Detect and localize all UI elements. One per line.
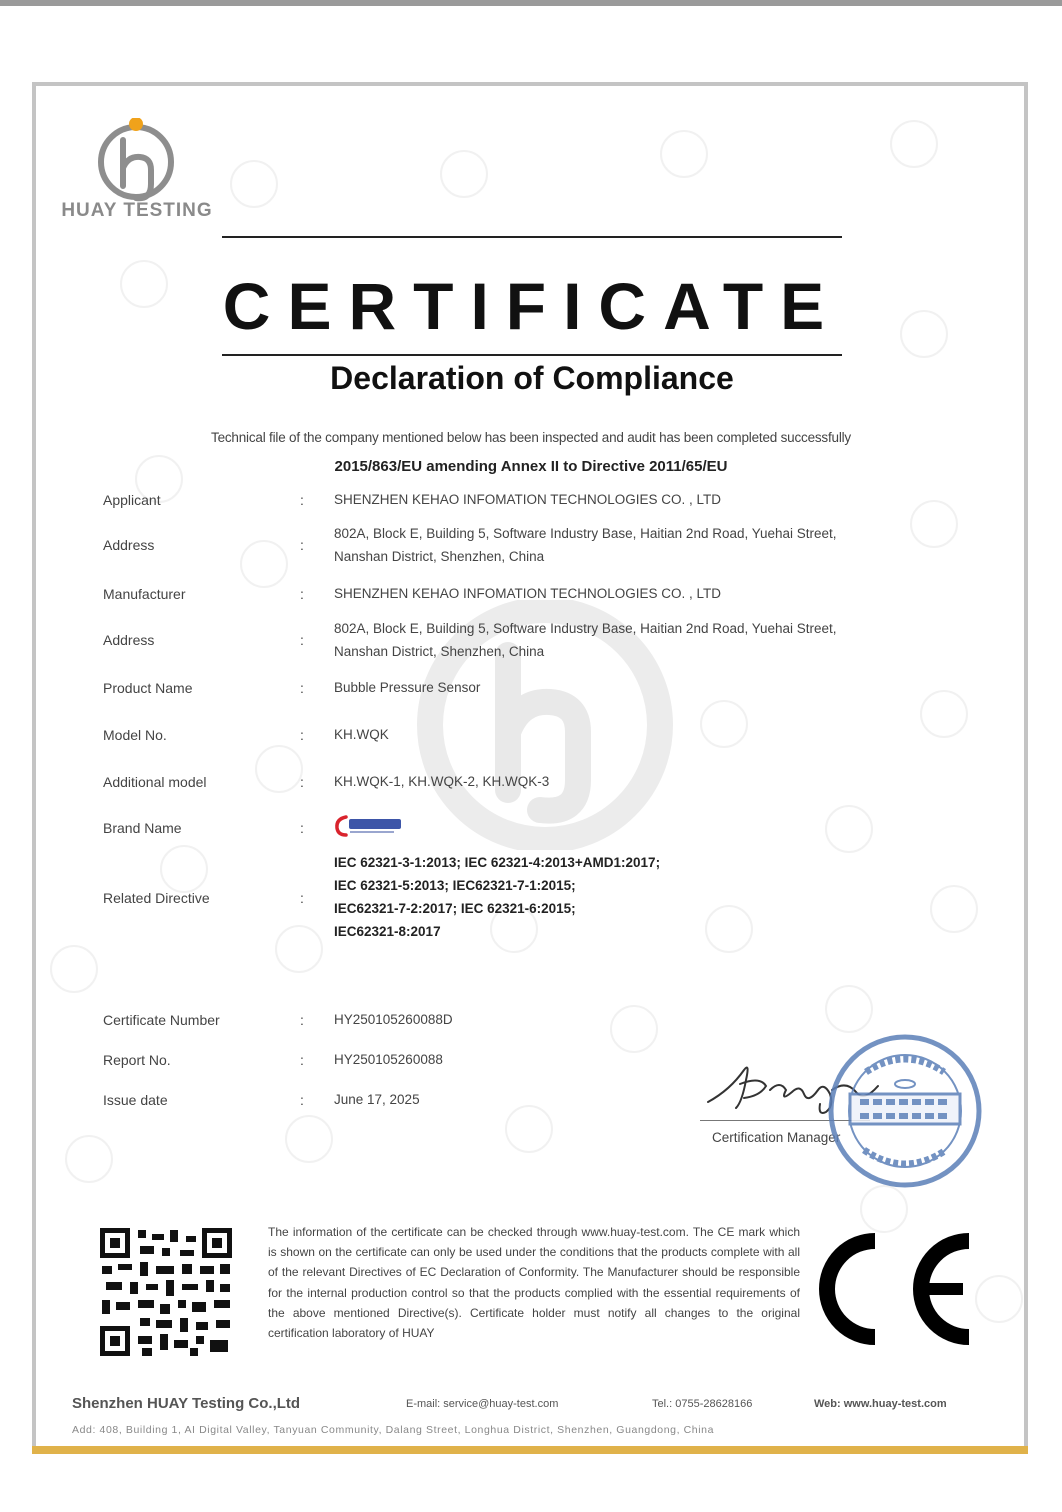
field-separator: : — [300, 586, 304, 602]
watermark-circle-icon — [705, 905, 753, 953]
related-directive-label: Related Directive — [103, 890, 210, 906]
watermark-circle-icon — [275, 925, 323, 973]
related-directive-line: IEC62321-7-2:2017; IEC 62321-6:2015; — [334, 901, 576, 916]
ce-mark-icon — [805, 1225, 977, 1353]
certificate-number-value: HY250105260088D — [334, 1012, 453, 1027]
manufacturer-address-label: Address — [103, 632, 155, 648]
applicant-address-label: Address — [103, 537, 155, 553]
certificate-notice-text: The information of the certificate can be checked through www.huay-test.com. The CE mark which is shown on the certificate can only be used under the conditions that the products complete with all of the relevant Directives of EC Declaration of Conformity. The Manufacturer should be responsible for the internal production control so that the products complied with the essential requirements of the above mentioned Directive(s). Certificate holder must notify all changes to the original certification laboratory of HUAY — [268, 1225, 800, 1341]
watermark-circle-icon — [50, 945, 98, 993]
watermark-circle-icon — [160, 845, 208, 893]
applicant-label: Applicant — [103, 492, 161, 508]
field-separator: : — [300, 890, 304, 906]
watermark-circle-icon — [65, 1135, 113, 1183]
manufacturer-address-line2: Nanshan District, Shenzhen, China — [334, 644, 545, 659]
model-no-value: KH.WQK — [334, 727, 389, 742]
manufacturer-label: Manufacturer — [103, 586, 186, 602]
applicant-value: SHENZHEN KEHAO INFOMATION TECHNOLOGIES CO. , LTD — [334, 492, 722, 507]
model-no-label: Model No. — [103, 727, 167, 743]
issue-date-label: Issue date — [103, 1092, 168, 1108]
frame-bottom-accent-bar — [32, 1446, 1028, 1454]
manufacturer-value: SHENZHEN KEHAO INFOMATION TECHNOLOGIES CO. , LTD — [334, 586, 722, 601]
watermark-circle-icon — [825, 985, 873, 1033]
watermark-circle-icon — [900, 310, 948, 358]
brand-name-label: Brand Name — [103, 820, 182, 836]
watermark-circle-icon — [700, 700, 748, 748]
certificate-title: CERTIFICATE — [222, 269, 842, 343]
field-separator: : — [300, 1052, 304, 1068]
title-top-rule — [222, 236, 842, 238]
report-no-value: HY250105260088 — [334, 1052, 443, 1067]
watermark-circle-icon — [930, 885, 978, 933]
manufacturer-address-line1: 802A, Block E, Building 5, Software Industry Base, Haitian 2nd Road, Yuehai Street, — [334, 621, 837, 636]
watermark-circle-icon — [285, 1115, 333, 1163]
watermark-circle-icon — [230, 160, 278, 208]
watermark-circle-icon — [890, 120, 938, 168]
report-no-label: Report No. — [103, 1052, 171, 1068]
related-directive-line: IEC 62321-5:2013; IEC62321-7-1:2015; — [334, 878, 576, 893]
field-separator: : — [300, 537, 304, 553]
title-bottom-rule — [222, 354, 842, 356]
watermark-circle-icon — [255, 745, 303, 793]
field-separator: : — [300, 680, 304, 696]
applicant-address-line1: 802A, Block E, Building 5, Software Industry Base, Haitian 2nd Road, Yuehai Street, — [334, 526, 837, 541]
brand-logo-icon — [334, 813, 406, 839]
logo-wordmark: HUAY TESTING — [61, 200, 213, 221]
approval-stamp-icon — [826, 1032, 984, 1190]
declaration-subtitle: Declaration of Compliance — [330, 360, 734, 396]
additional-model-value: KH.WQK-1, KH.WQK-2, KH.WQK-3 — [334, 774, 550, 789]
footer-company-name: Shenzhen HUAY Testing Co.,Ltd — [72, 1395, 301, 1412]
watermark-circle-icon — [660, 130, 708, 178]
footer-website: Web: www.huay-test.com — [814, 1398, 947, 1410]
product-name-value: Bubble Pressure Sensor — [334, 680, 481, 695]
additional-model-label: Additional model — [103, 774, 207, 790]
field-separator: : — [300, 1092, 304, 1108]
watermark-circle-icon — [610, 1005, 658, 1053]
watermark-circle-icon — [505, 1105, 553, 1153]
field-separator: : — [300, 774, 304, 790]
footer-address: Add: 408, Building 1, AI Digital Valley, Tanyuan Community, Dalang Street, Longhua District, Shenzhen, Guangdong, China — [72, 1424, 715, 1436]
related-directive-line: IEC 62321-3-1:2013; IEC 62321-4:2013+AMD1:2017; — [334, 855, 661, 870]
directive-line: 2015/863/EU amending Annex II to Directive 2011/65/EU — [334, 458, 728, 475]
product-name-label: Product Name — [103, 680, 193, 696]
signature-caption: Certification Manager — [712, 1130, 841, 1145]
field-separator: : — [300, 632, 304, 648]
watermark-circle-icon — [120, 260, 168, 308]
watermark-circle-icon — [240, 540, 288, 588]
related-directive-line: IEC62321-8:2017 — [334, 924, 441, 939]
watermark-circle-icon — [825, 805, 873, 853]
field-separator: : — [300, 727, 304, 743]
issue-date-value: June 17, 2025 — [334, 1092, 420, 1107]
field-separator: : — [300, 1012, 304, 1028]
certificate-number-label: Certificate Number — [103, 1012, 220, 1028]
watermark-circle-icon — [975, 1275, 1023, 1323]
applicant-address-line2: Nanshan District, Shenzhen, China — [334, 549, 545, 564]
top-edge-strip — [0, 0, 1062, 6]
qr-code-icon — [100, 1228, 232, 1356]
field-separator: : — [300, 492, 304, 508]
footer-telephone: Tel.: 0755-28628166 — [652, 1398, 753, 1410]
footer-email: E-mail: service@huay-test.com — [406, 1398, 559, 1410]
field-separator: : — [300, 820, 304, 836]
watermark-circle-icon — [920, 690, 968, 738]
watermark-circle-icon — [440, 150, 488, 198]
intro-text: Technical file of the company mentioned below has been inspected and audit has been completed successfully — [211, 430, 851, 445]
